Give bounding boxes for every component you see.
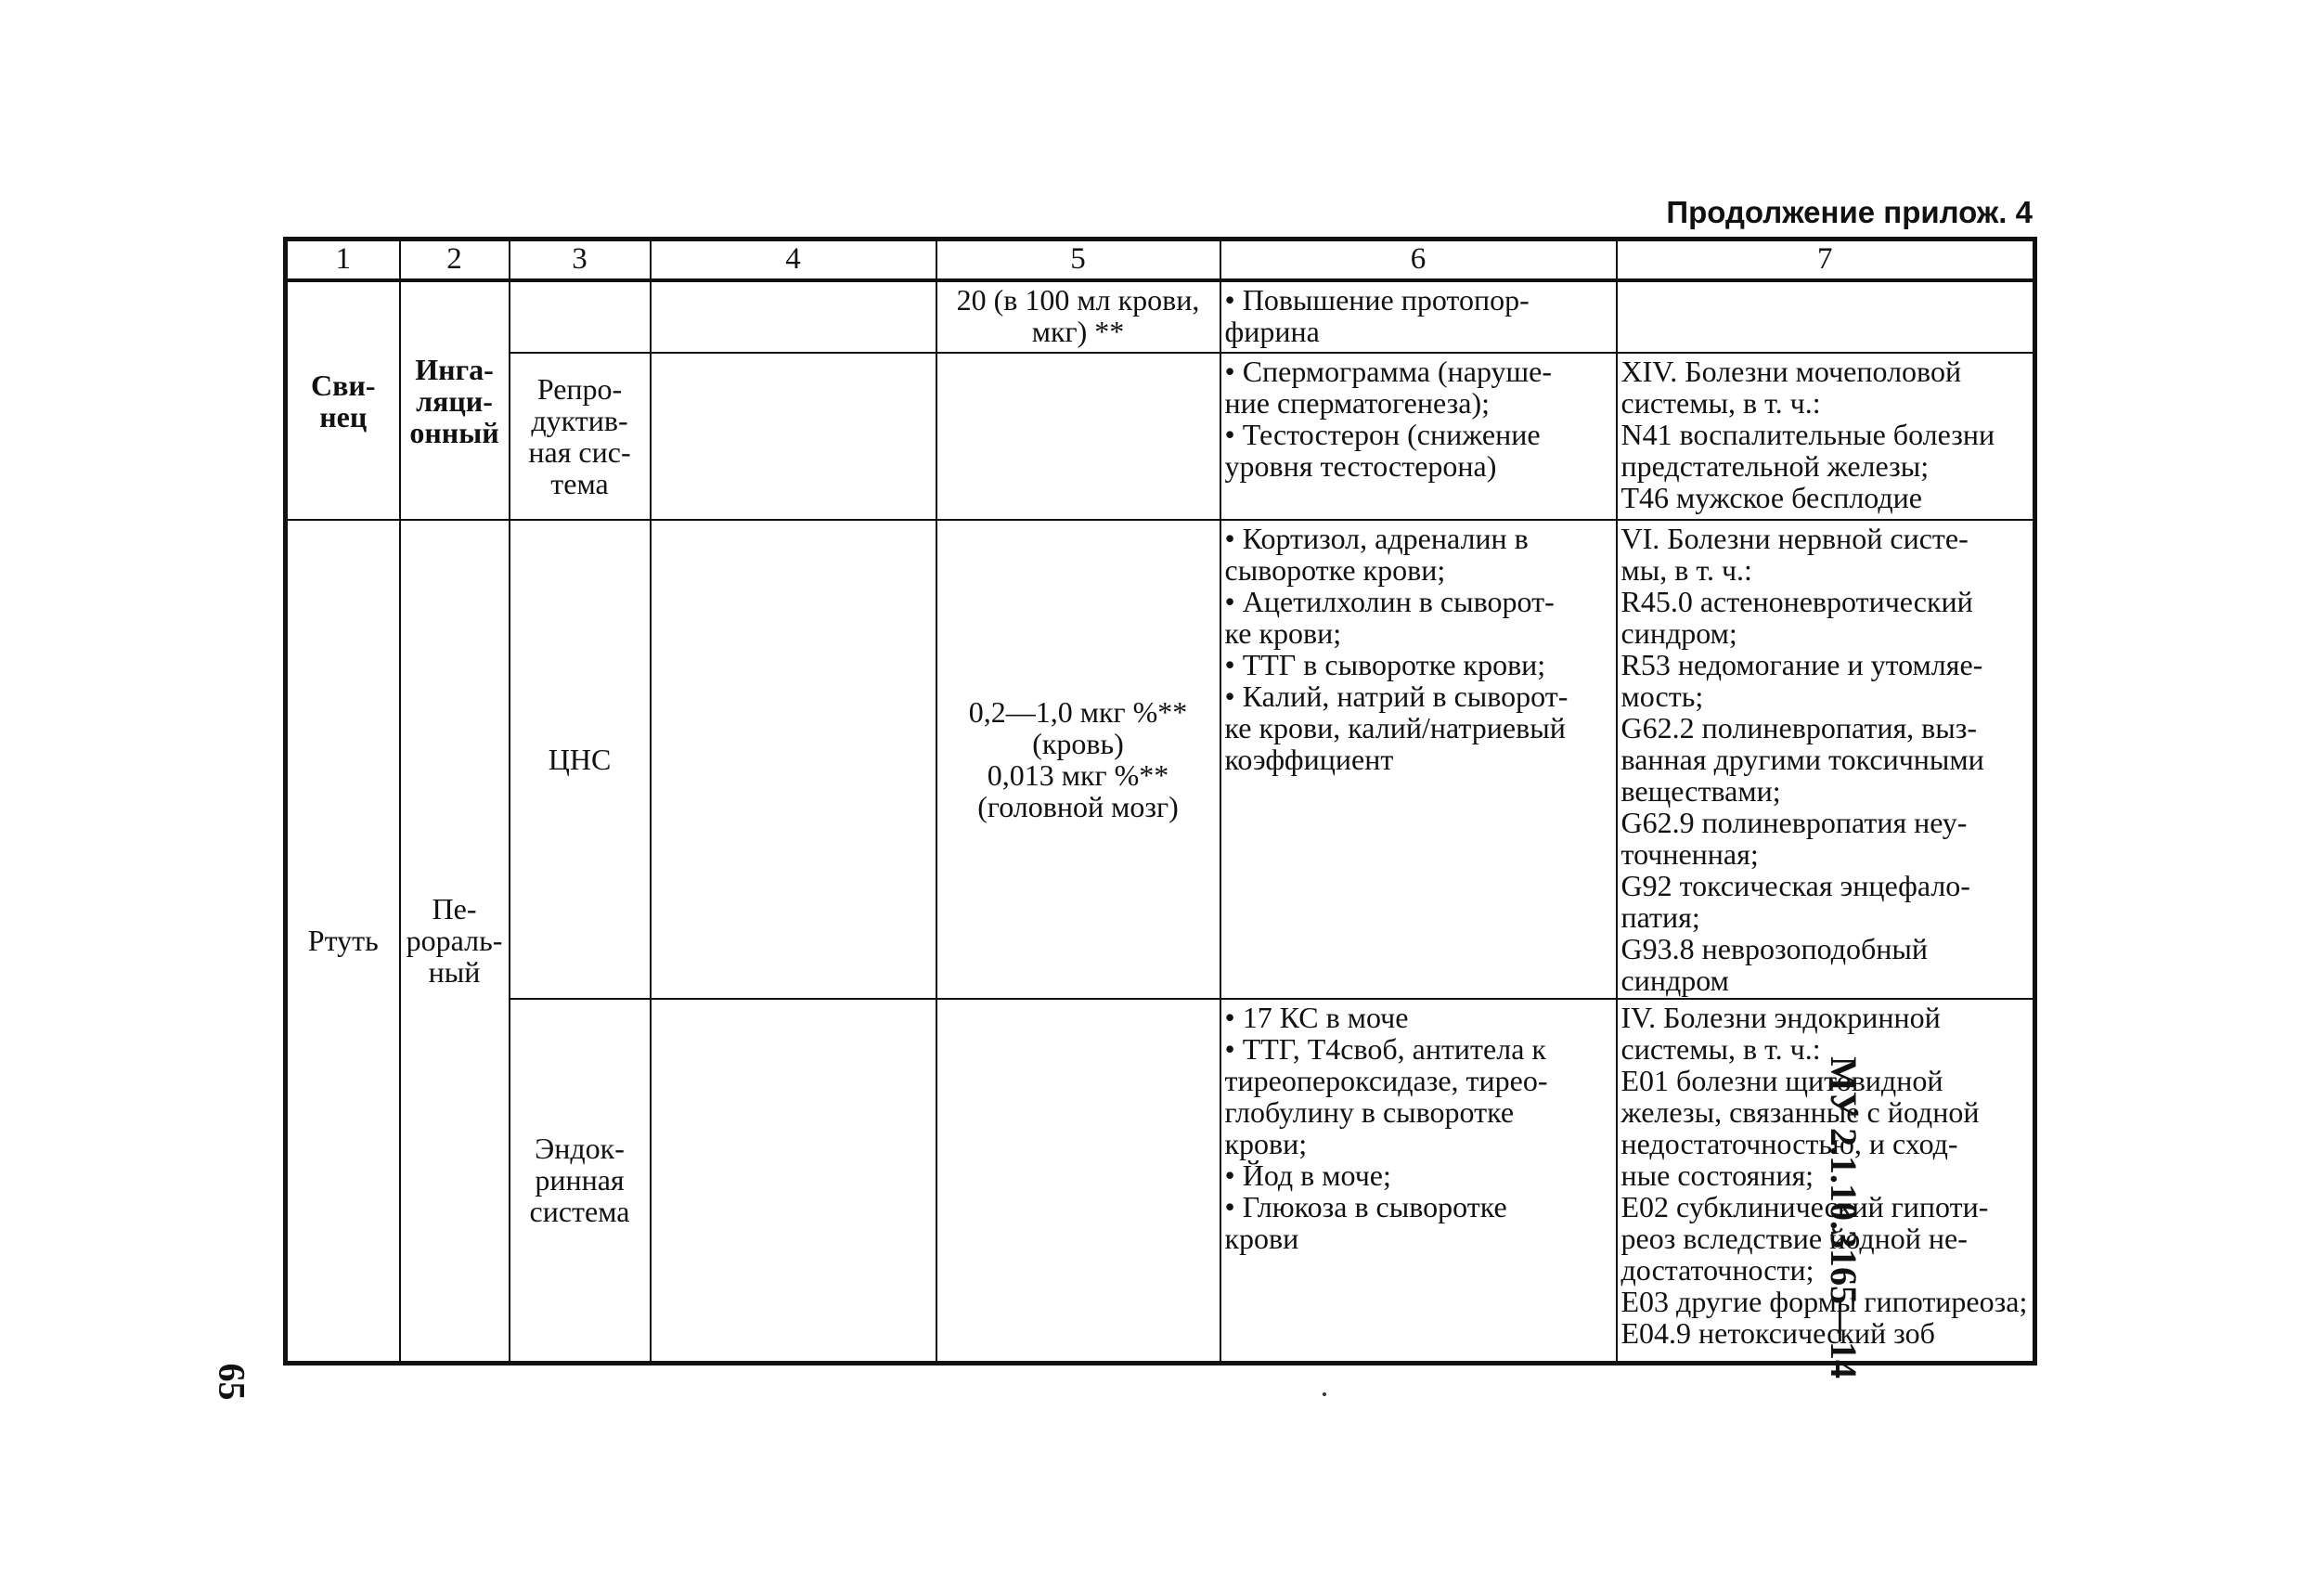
- lead-protoporphyrin: • Повышение протопор- фирина: [1220, 280, 1617, 353]
- col4-cell-empty: [651, 520, 936, 999]
- col4-cell-empty: [651, 280, 936, 353]
- header-col-3: 3: [510, 239, 651, 281]
- col5-cell-empty: [936, 353, 1220, 520]
- route-inhalation: Инга- ляци- онный: [400, 280, 510, 520]
- col7-cell-empty: [1617, 280, 2035, 353]
- table-row: [286, 280, 2035, 353]
- header-col-7: 7: [1617, 239, 2035, 281]
- route-peroral: Пе- рораль- ный: [400, 520, 510, 1363]
- col4-cell-empty: [651, 999, 936, 1363]
- lead-blood-norm: 20 (в 100 мл крови, мкг) **: [936, 280, 1220, 353]
- header-row: [286, 239, 2035, 281]
- scan-speck: [1323, 1392, 1326, 1396]
- endocrine-indicators: • 17 КС в моче • ТТГ, Т4своб, антитела к тиреопероксидазе, тирео- глобулину в сыворотке крови; • Йод в моче; • Глюкоза в сыворотке крови: [1220, 999, 1617, 1363]
- system-cns: ЦНС: [510, 520, 651, 999]
- table-row: [286, 999, 2035, 1363]
- table-row: [286, 353, 2035, 520]
- table-row: [286, 520, 2035, 999]
- col4-cell-empty: [651, 353, 936, 520]
- reproductive-diseases: XIV. Болезни мочеполовой системы, в т. ч.: N41 воспалительные болезни предстательной железы; Т46 мужское бесплодие: [1617, 353, 2035, 520]
- system-cell-empty: [510, 280, 651, 353]
- header-col-5: 5: [936, 239, 1220, 281]
- cns-diseases: VI. Болезни нервной систе- мы, в т. ч.: R45.0 астеноневротический синдром; R53 недомогание и утомляе- мость; G62.2 полиневропатия, выз- ванная другими токсичными веществами; G62.9 полиневропатия неу- точненная; G92 токсическая энцефало- патия; G93.8 неврозоподобный синдром: [1617, 520, 2035, 999]
- appendix-table: [283, 237, 2037, 1365]
- header-col-1: 1: [286, 239, 400, 281]
- endocrine-diseases: IV. Болезни эндокринной системы, в т. ч.: Е01 болезни щитовидной железы, связанные с йодной недостаточностью, и сход- ные состояния; Е02 субклинический гипоти- реоз вследствие йодной не- достаточности; Е03 другие формы гипотиреоза; Е04.9 нетоксический зоб: [1617, 999, 2035, 1363]
- header-col-6: 6: [1220, 239, 1617, 281]
- page-number: 65: [211, 1363, 253, 1401]
- header-col-4: 4: [651, 239, 936, 281]
- document-code: МУ 2.1.10.3165—14: [1823, 1055, 1865, 1379]
- mercury-norm: 0,2—1,0 мкг %** (кровь) 0,013 мкг %** (головной мозг): [936, 520, 1220, 999]
- substance-lead: Сви- нец: [286, 280, 400, 520]
- continuation-title: Продолжение прилож. 4: [1666, 195, 2033, 229]
- system-reproductive: Репро- дуктив- ная сис- тема: [510, 353, 651, 520]
- col5-cell-empty: [936, 999, 1220, 1363]
- header-col-2: 2: [400, 239, 510, 281]
- substance-mercury: Ртуть: [286, 520, 400, 1363]
- system-endocrine: Эндок- ринная система: [510, 999, 651, 1363]
- reproductive-indicators: • Спермограмма (наруше- ние сперматогенеза); • Тестостерон (снижение уровня тестостерона): [1220, 353, 1617, 520]
- cns-indicators: • Кортизол, адреналин в сыворотке крови; • Ацетилхолин в сыворот- ке крови; • ТТГ в сыворотке крови; • Калий, натрий в сыворот- ке крови, калий/натриевый коэффициент: [1220, 520, 1617, 999]
